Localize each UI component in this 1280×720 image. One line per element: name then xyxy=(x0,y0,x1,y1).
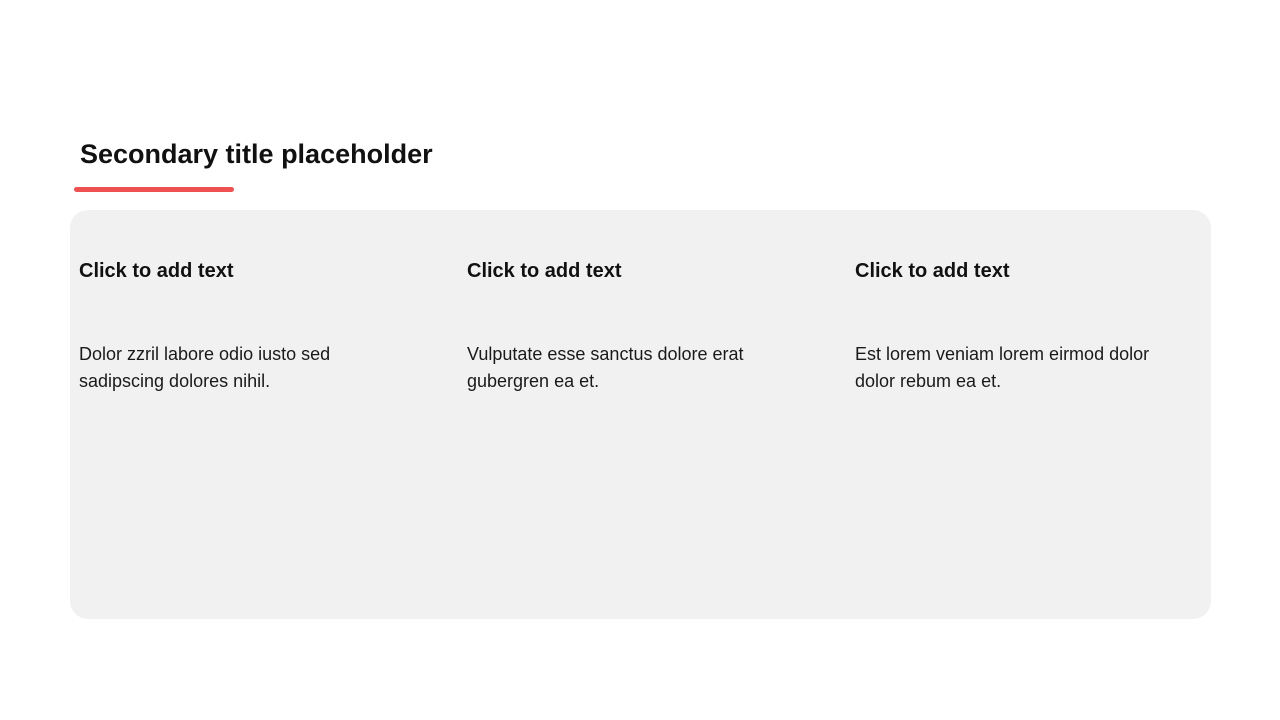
title-accent-underline xyxy=(74,187,234,192)
column-heading[interactable]: Click to add text xyxy=(467,260,622,282)
content-panel xyxy=(70,210,1211,619)
column-body-text[interactable]: Vulputate esse sanctus dolore erat gubergren ea et. xyxy=(467,344,744,391)
column-heading[interactable]: Click to add text xyxy=(855,260,1010,282)
slide-title[interactable]: Secondary title placeholder xyxy=(80,139,433,169)
column-body-text[interactable]: Est lorem veniam lorem eirmod dolor dolor rebum ea et. xyxy=(855,344,1150,391)
column-body-text[interactable]: Dolor zzril labore odio iusto sed sadipscing dolores nihil. xyxy=(79,344,331,391)
column-heading[interactable]: Click to add text xyxy=(79,260,234,282)
